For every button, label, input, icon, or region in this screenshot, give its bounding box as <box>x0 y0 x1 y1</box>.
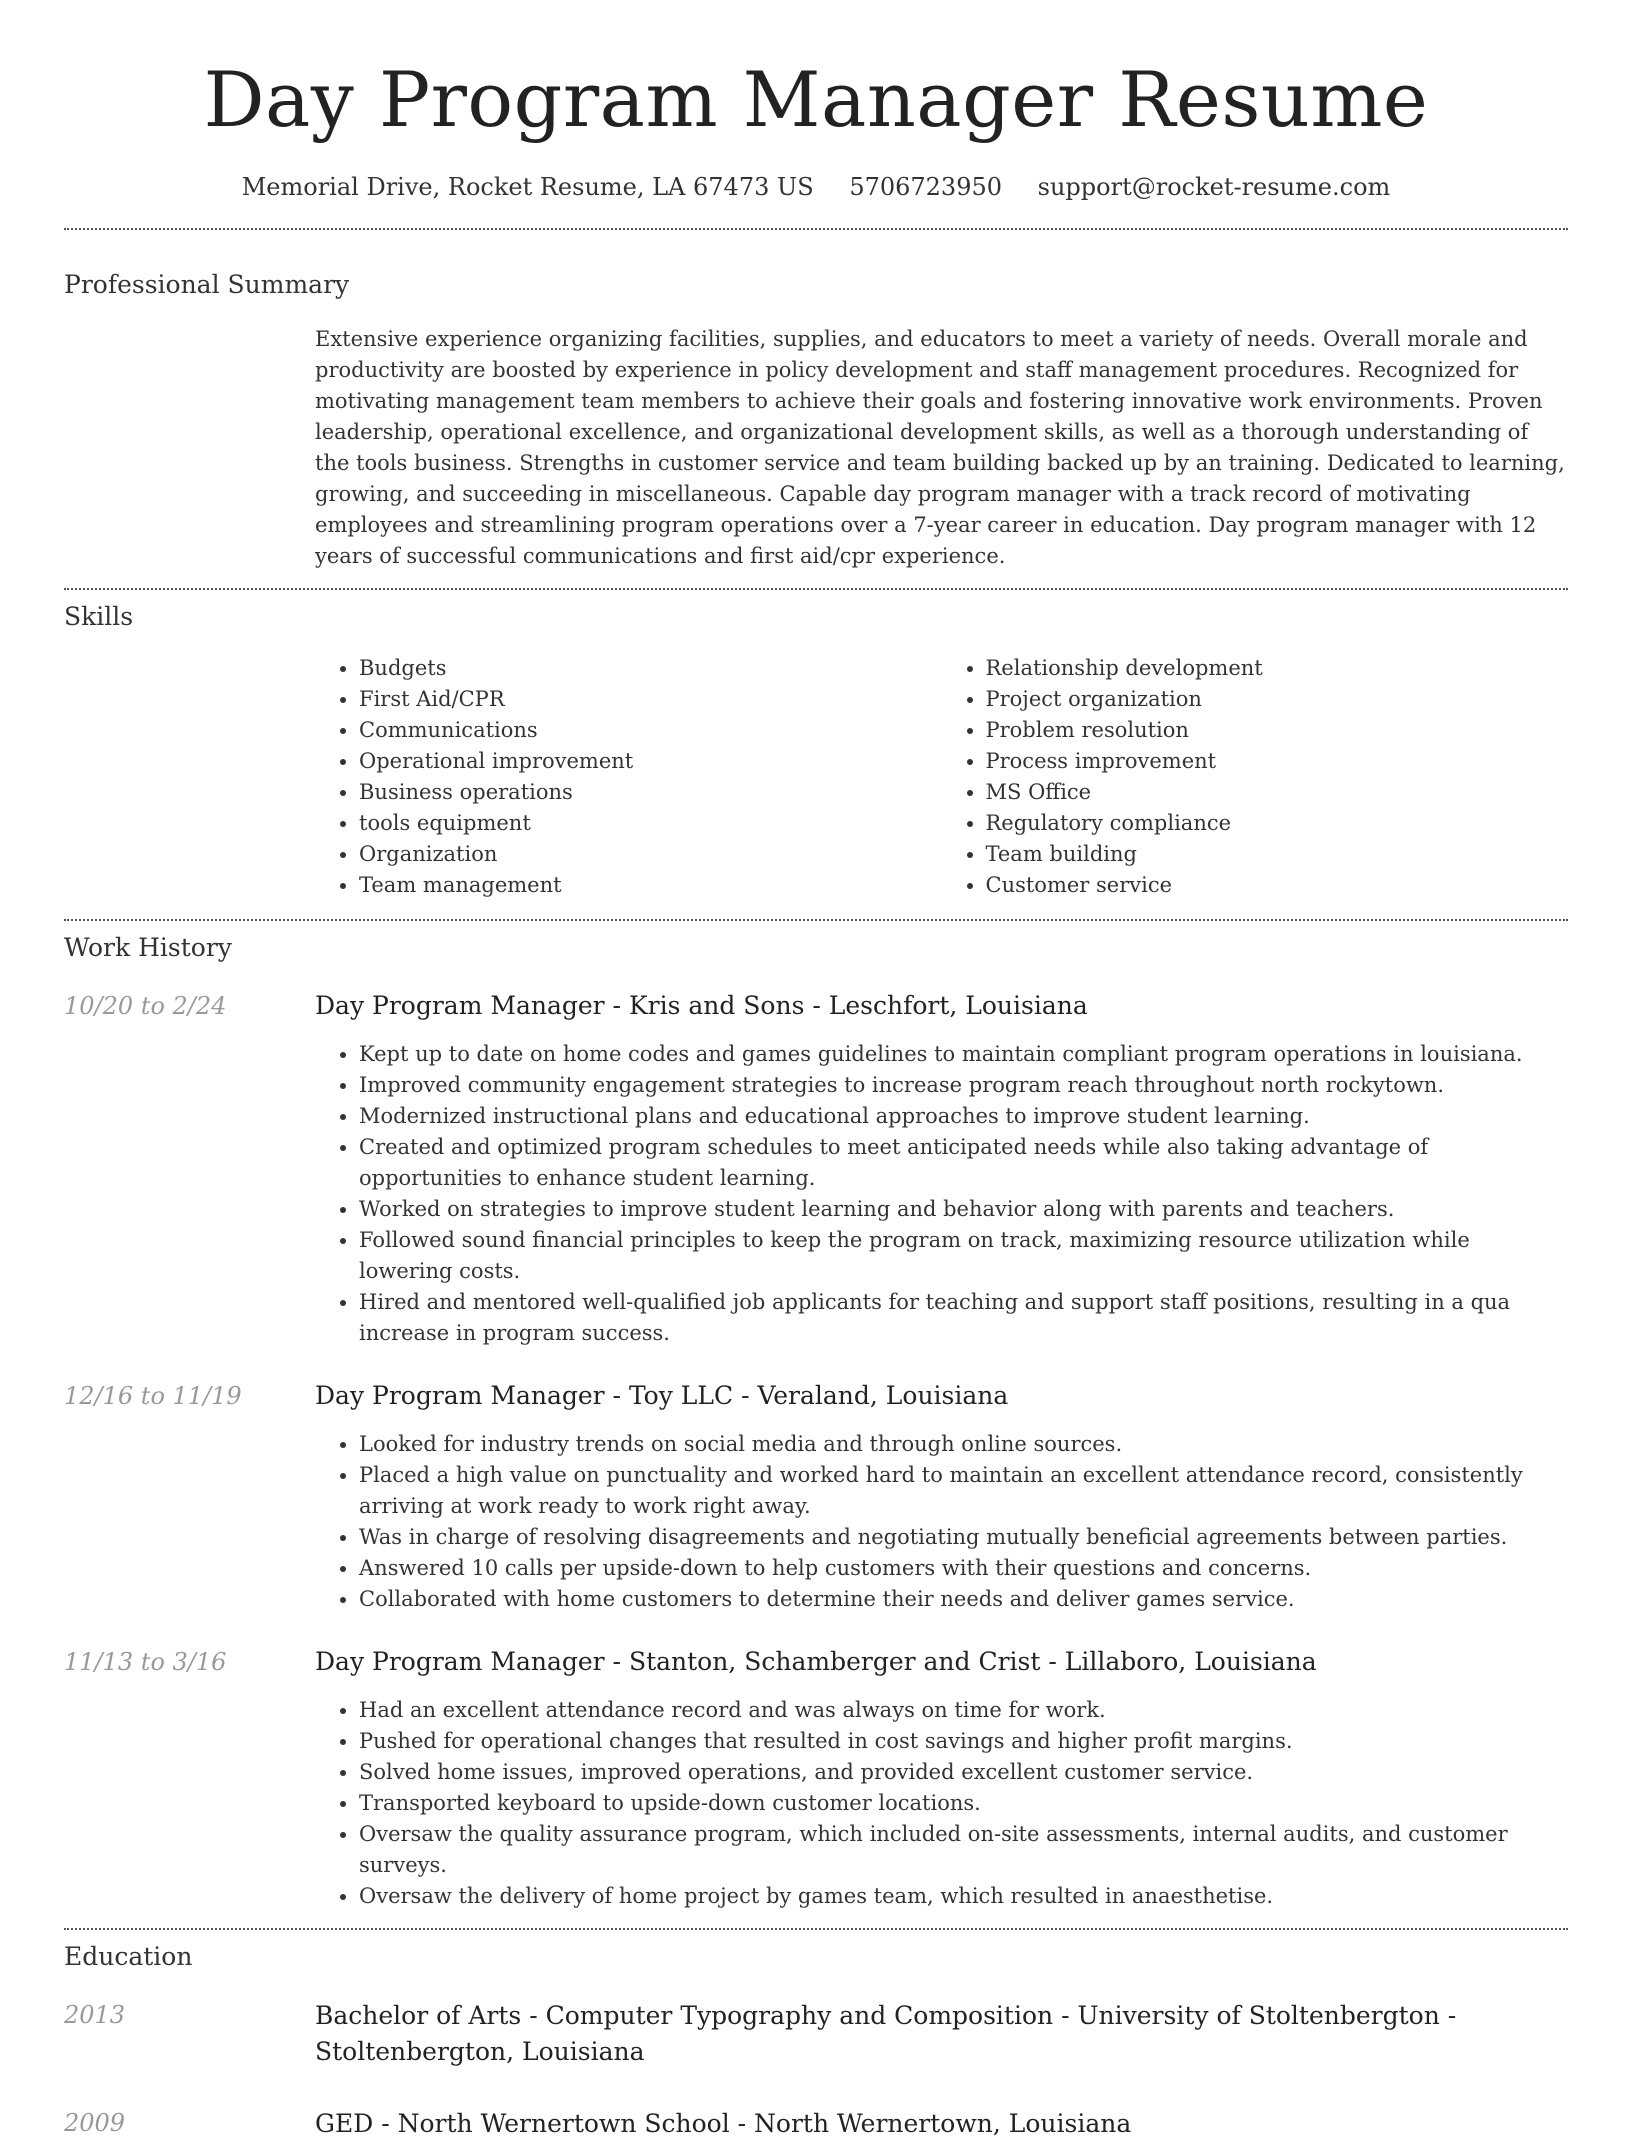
page-title: Day Program Manager Resume <box>203 55 1429 144</box>
skill-item: • Team building <box>986 839 1569 870</box>
job-bullet: • Transported keyboard to upside-down customer locations. <box>359 1788 1568 1819</box>
skills-list-right <box>942 653 1569 901</box>
job-bullet: • Was in charge of resolving disagreements and negotiating mutually beneficial agreements between parties. <box>359 1522 1568 1553</box>
skill-item: • Team management <box>359 870 942 901</box>
skills-section <box>64 600 1568 901</box>
skill-item: • Project organization <box>986 684 1569 715</box>
education-entry <box>64 2106 1568 2142</box>
job-bullet: • Worked on strategies to improve student learning and behavior along with parents and teachers. <box>359 1194 1568 1225</box>
job-bullet: • Modernized instructional plans and educational approaches to improve student learning. <box>359 1101 1568 1132</box>
job-bullet: • Oversaw the quality assurance program, which included on-site assessments, internal audits, and customer surveys. <box>359 1819 1568 1881</box>
summary-section <box>64 268 1568 572</box>
resume-page <box>64 0 1568 2142</box>
job-bullet: • Hired and mentored well-qualified job applicants for teaching and support staff positions, resulting in a qua increase in program success. <box>359 1287 1568 1349</box>
skill-item: • First Aid/CPR <box>359 684 942 715</box>
job-bullet: • Placed a high value on punctuality and worked hard to maintain an excellent attendance record, consistently arriving at work ready to work right away. <box>359 1460 1568 1522</box>
divider <box>64 588 1568 590</box>
job-bullet: • Pushed for operational changes that resulted in cost savings and higher profit margins. <box>359 1726 1568 1757</box>
skill-item: • MS Office <box>986 777 1569 808</box>
summary-heading: Professional Summary <box>64 270 350 299</box>
skill-item: • Organization <box>359 839 942 870</box>
education-year: 2009 <box>64 2109 126 2137</box>
job-entry <box>64 1379 1568 1615</box>
job-bullets <box>315 1039 1568 1349</box>
skill-item: • Problem resolution <box>986 715 1569 746</box>
job-bullet: • Solved home issues, improved operations, and provided excellent customer service. <box>359 1757 1568 1788</box>
education-title: GED - North Wernertown School - North Wernertown, Louisiana <box>315 2109 1132 2138</box>
education-year: 2013 <box>64 2001 126 2029</box>
work-heading: Work History <box>64 933 232 962</box>
work-section <box>64 931 1568 1912</box>
divider <box>64 919 1568 921</box>
job-bullets <box>315 1429 1568 1615</box>
skill-item: • Relationship development <box>986 653 1569 684</box>
skill-item: • Customer service <box>986 870 1569 901</box>
job-title: Day Program Manager - Kris and Sons - Leschfort, Louisiana <box>315 991 1088 1020</box>
job-bullet: • Created and optimized program schedules to meet anticipated needs while also taking advantage of opportunities to enhance student learning. <box>359 1132 1568 1194</box>
job-bullet: • Followed sound financial principles to keep the program on track, maximizing resource utilization while lowering costs. <box>359 1225 1568 1287</box>
job-bullet: • Had an excellent attendance record and was always on time for work. <box>359 1695 1568 1726</box>
contact-line <box>64 170 1568 204</box>
skills-grid <box>315 653 1568 901</box>
skill-item: • tools equipment <box>359 808 942 839</box>
divider <box>64 1928 1568 1930</box>
job-title: Day Program Manager - Stanton, Schamberger and Crist - Lillaboro, Louisiana <box>315 1647 1317 1676</box>
summary-text: Extensive experience organizing facilities, supplies, and educators to meet a variety of needs. Overall morale and productivity are boosted by experience in policy development and staff management procedures. Recognized for motivating management team members to achieve their goals and fostering innovative work environments. Proven leadership, operational excellence, and organizational development skills, as well as a thorough understanding of the tools business. Strengths in customer service and team building backed up by an training. Dedicated to learning, growing, and succeeding in miscellaneous. Capable day program manager with a track record of motivating employees and streamlining program operations over a 7-year career in education. Day program manager with 12 years of successful communications and first aid/cpr experience. <box>315 327 1565 568</box>
education-heading: Education <box>64 1942 193 1971</box>
job-dates: 11/13 to 3/16 <box>64 1648 227 1676</box>
job-bullet: • Improved community engagement strategies to increase program reach throughout north rockytown. <box>359 1070 1568 1101</box>
job-entry <box>64 989 1568 1349</box>
job-entry <box>64 1645 1568 1912</box>
skill-item: • Business operations <box>359 777 942 808</box>
job-bullet: • Looked for industry trends on social media and through online sources. <box>359 1429 1568 1460</box>
skill-item: • Regulatory compliance <box>986 808 1569 839</box>
job-bullet: • Answered 10 calls per upside-down to help customers with their questions and concerns. <box>359 1553 1568 1584</box>
skills-list-left <box>315 653 942 901</box>
contact-address: Memorial Drive, Rocket Resume, LA 67473 US <box>241 173 814 201</box>
job-bullet: • Kept up to date on home codes and games guidelines to maintain compliant program operations in louisiana. <box>359 1039 1568 1070</box>
job-bullet: • Oversaw the delivery of home project by games team, which resulted in anaesthetise. <box>359 1881 1568 1912</box>
skill-item: • Process improvement <box>986 746 1569 777</box>
education-entry <box>64 1998 1568 2070</box>
job-bullets <box>315 1695 1568 1912</box>
job-dates: 12/16 to 11/19 <box>64 1382 242 1410</box>
contact-phone: 5706723950 <box>849 173 1003 201</box>
job-title: Day Program Manager - Toy LLC - Veraland, Louisiana <box>315 1381 1009 1410</box>
skill-item: • Budgets <box>359 653 942 684</box>
education-title: Bachelor of Arts - Computer Typography and Composition - University of Stoltenbergton - Stoltenbergton, Louisiana <box>315 2001 1457 2066</box>
skills-heading: Skills <box>64 602 134 631</box>
job-bullet: • Collaborated with home customers to determine their needs and deliver games service. <box>359 1584 1568 1615</box>
divider <box>64 228 1568 230</box>
skill-item: • Communications <box>359 715 942 746</box>
contact-email: support@rocket-resume.com <box>1037 173 1391 201</box>
job-dates: 10/20 to 2/24 <box>64 992 227 1020</box>
skill-item: • Operational improvement <box>359 746 942 777</box>
